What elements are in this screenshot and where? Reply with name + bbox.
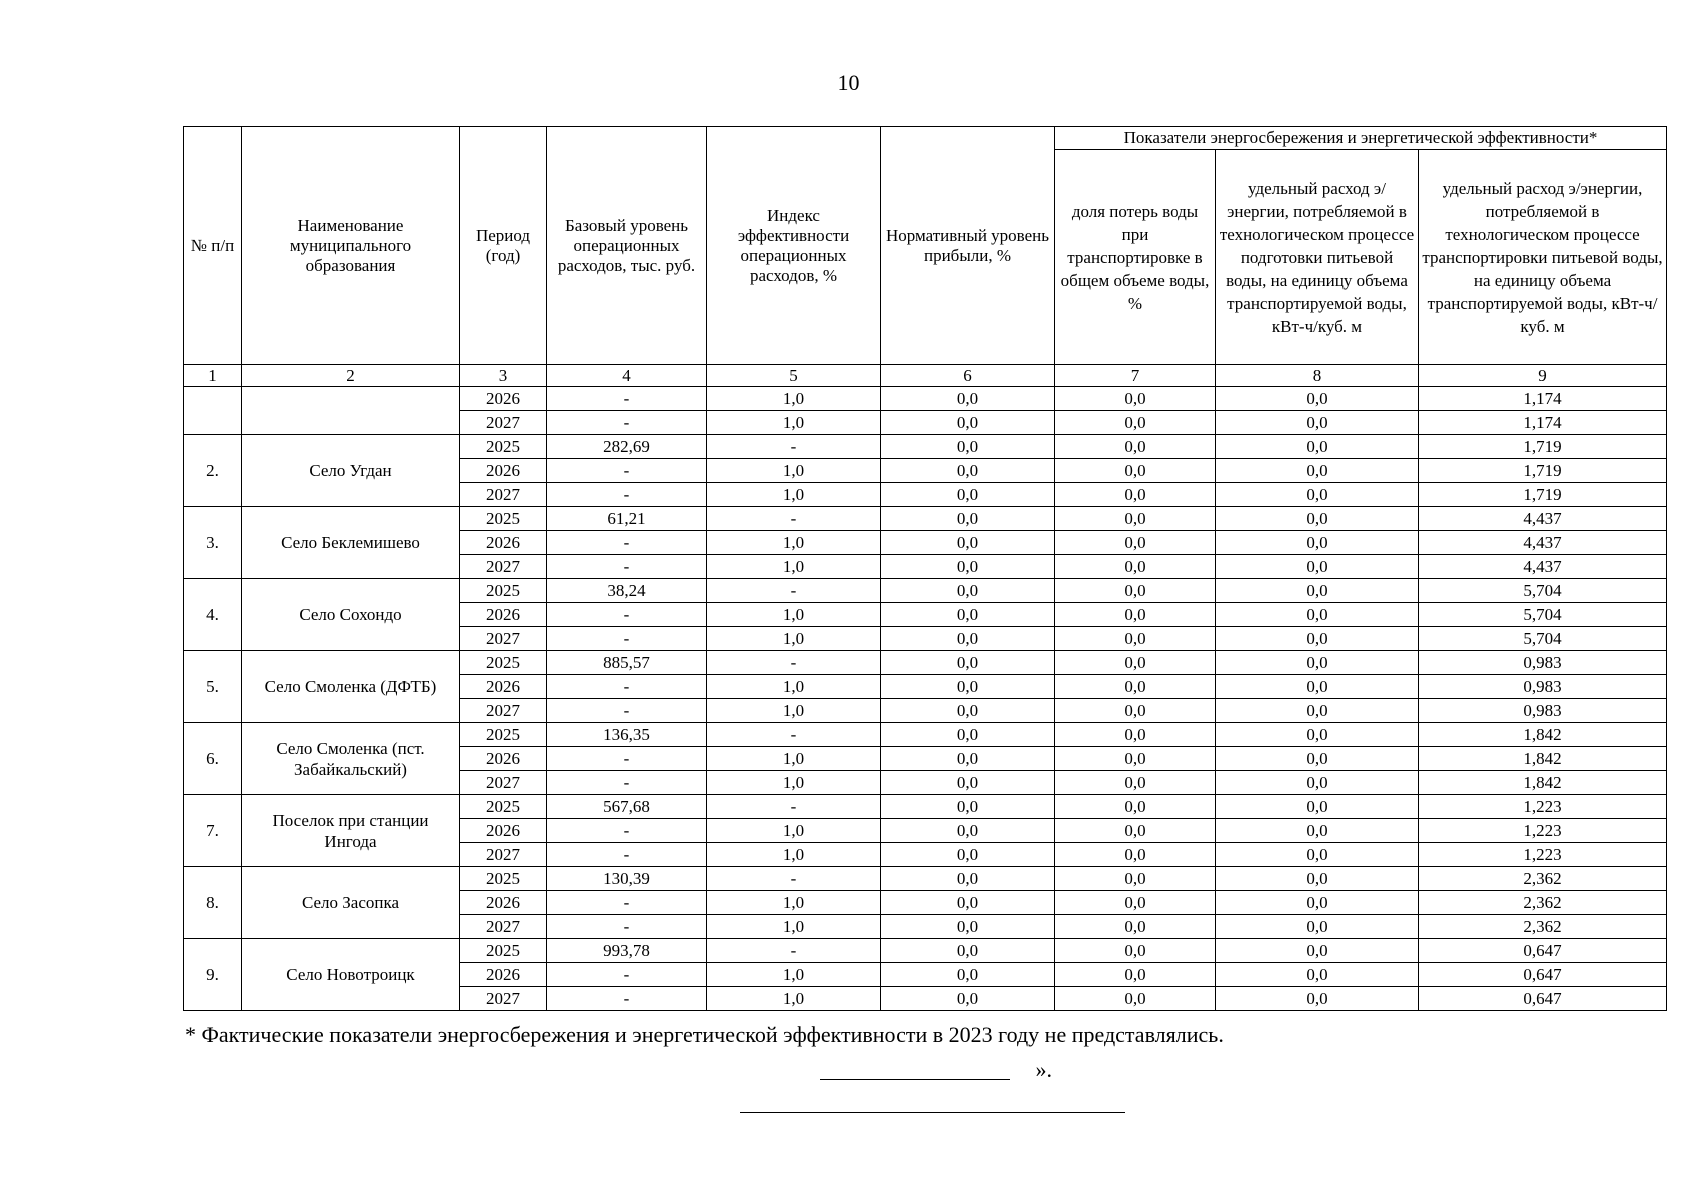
table-cell: 0,0 — [1216, 699, 1419, 723]
table-cell: 1,223 — [1419, 795, 1667, 819]
table-cell: 2026 — [460, 675, 547, 699]
column-number: 8 — [1216, 365, 1419, 387]
table-cell: 0,0 — [1216, 435, 1419, 459]
municipality-name: Село Угдан — [242, 435, 460, 507]
table-row — [184, 795, 1667, 819]
table-cell: 0,0 — [881, 579, 1055, 603]
table-cell: - — [547, 411, 707, 435]
table-cell: 0,0 — [1216, 459, 1419, 483]
table-cell: 0,0 — [881, 699, 1055, 723]
row-number: 2. — [184, 435, 242, 507]
row-number: 3. — [184, 507, 242, 579]
table-cell: 0,0 — [1055, 819, 1216, 843]
table-cell: 1,0 — [707, 843, 881, 867]
table-cell: 1,0 — [707, 699, 881, 723]
table-cell: 1,0 — [707, 987, 881, 1011]
table-body — [184, 387, 1667, 1011]
column-number: 5 — [707, 365, 881, 387]
table-cell: 2026 — [460, 387, 547, 411]
table-cell: 1,842 — [1419, 723, 1667, 747]
table-cell: - — [547, 603, 707, 627]
table-row — [184, 387, 1667, 411]
table-cell: 0,0 — [1055, 987, 1216, 1011]
table-cell: - — [547, 915, 707, 939]
table-cell: 0,0 — [1216, 627, 1419, 651]
table-cell: 0,0 — [1055, 939, 1216, 963]
table-cell: 1,719 — [1419, 459, 1667, 483]
closing-mark: ». — [1035, 1057, 1052, 1082]
header-efficiency-index: Индекс эффективности операционных расходов, % — [707, 127, 881, 365]
table-cell: 1,0 — [707, 891, 881, 915]
table-cell: 0,0 — [1216, 939, 1419, 963]
table-cell: 0,647 — [1419, 987, 1667, 1011]
table-cell: - — [547, 387, 707, 411]
table-cell: 1,174 — [1419, 411, 1667, 435]
table-cell: 0,0 — [1055, 747, 1216, 771]
end-separator-line — [740, 1112, 1125, 1113]
table-cell: 1,0 — [707, 747, 881, 771]
table-cell: 0,0 — [881, 651, 1055, 675]
table-cell: 2,362 — [1419, 915, 1667, 939]
table-cell: 0,0 — [1055, 843, 1216, 867]
table-cell: 0,0 — [1216, 963, 1419, 987]
table-cell: 0,0 — [881, 987, 1055, 1011]
table-cell: 1,0 — [707, 555, 881, 579]
table-row — [184, 435, 1667, 459]
table-cell: 0,0 — [1055, 411, 1216, 435]
table-cell: 1,174 — [1419, 387, 1667, 411]
header-energy-group: Показатели энергосбережения и энергетической эффективности* — [1055, 127, 1667, 150]
table-cell: 2025 — [460, 939, 547, 963]
table-cell: 0,983 — [1419, 651, 1667, 675]
table-cell: 2027 — [460, 483, 547, 507]
table-cell: 2027 — [460, 699, 547, 723]
municipality-name — [242, 387, 460, 435]
table-cell: 4,437 — [1419, 531, 1667, 555]
table-cell: 1,0 — [707, 459, 881, 483]
table-cell: 0,0 — [1216, 507, 1419, 531]
table-cell: - — [707, 507, 881, 531]
column-number: 9 — [1419, 365, 1667, 387]
table-cell: 567,68 — [547, 795, 707, 819]
table-cell: 0,0 — [1216, 843, 1419, 867]
row-number: 8. — [184, 867, 242, 939]
table-cell: 0,0 — [1055, 915, 1216, 939]
table-cell: 0,0 — [1216, 579, 1419, 603]
table-cell: 2025 — [460, 579, 547, 603]
table-cell: 1,719 — [1419, 483, 1667, 507]
table-cell: 5,704 — [1419, 579, 1667, 603]
header-water-loss: доля потерь воды при транспортировке в общем объеме воды, % — [1055, 150, 1216, 365]
table-cell: 0,0 — [1055, 483, 1216, 507]
table-cell: 2026 — [460, 459, 547, 483]
table-cell: 0,0 — [1055, 723, 1216, 747]
table-cell: 0,0 — [1055, 603, 1216, 627]
row-number: 7. — [184, 795, 242, 867]
table-cell: 0,0 — [881, 795, 1055, 819]
table-cell: - — [707, 939, 881, 963]
row-number: 4. — [184, 579, 242, 651]
municipality-name: Поселок при станции Ингода — [242, 795, 460, 867]
table-cell: 0,0 — [881, 771, 1055, 795]
table-cell: 2027 — [460, 915, 547, 939]
table-cell: 2026 — [460, 819, 547, 843]
table-cell: 1,0 — [707, 531, 881, 555]
table-cell: 0,0 — [1216, 555, 1419, 579]
table-cell: 1,842 — [1419, 771, 1667, 795]
header-base-expenses: Базовый уровень операционных расходов, тыс. руб. — [547, 127, 707, 365]
table-cell: 0,0 — [1216, 867, 1419, 891]
table-row — [184, 939, 1667, 963]
table-cell: 0,0 — [881, 531, 1055, 555]
table-cell: 2027 — [460, 411, 547, 435]
table-cell: 0,0 — [1055, 795, 1216, 819]
table-cell: 4,437 — [1419, 555, 1667, 579]
table-cell: - — [547, 987, 707, 1011]
table-cell: 1,0 — [707, 627, 881, 651]
table-cell: 2027 — [460, 987, 547, 1011]
table-cell: 1,842 — [1419, 747, 1667, 771]
table-cell: 2025 — [460, 651, 547, 675]
table-cell: 0,0 — [1055, 627, 1216, 651]
table-cell: 2027 — [460, 771, 547, 795]
table-cell: - — [707, 867, 881, 891]
table-cell: - — [547, 531, 707, 555]
table-cell: 0,0 — [1216, 771, 1419, 795]
table-cell: 2027 — [460, 843, 547, 867]
row-number: 6. — [184, 723, 242, 795]
table-cell: 0,0 — [881, 675, 1055, 699]
table-cell: 0,0 — [1216, 723, 1419, 747]
table-cell: - — [547, 459, 707, 483]
indicators-table — [183, 126, 1667, 1011]
table-cell: 0,0 — [881, 387, 1055, 411]
table-cell: 0,0 — [1055, 507, 1216, 531]
table-cell: 0,0 — [881, 627, 1055, 651]
table-cell: 2026 — [460, 963, 547, 987]
table-cell: 0,0 — [881, 867, 1055, 891]
table-cell: 0,0 — [1216, 603, 1419, 627]
table-cell: 0,0 — [1055, 699, 1216, 723]
closing-underline — [820, 1079, 1010, 1080]
table-cell: 0,0 — [881, 939, 1055, 963]
header-energy-transport: удельный расход э/энергии, потребляемой в технологическом процессе транспортировки питьевой воды, на единицу объема транспортируемой воды, кВт-ч/куб. м — [1419, 150, 1667, 365]
table-cell: 0,0 — [1216, 483, 1419, 507]
table-cell: 1,0 — [707, 483, 881, 507]
column-number: 6 — [881, 365, 1055, 387]
table-cell: - — [547, 891, 707, 915]
table-cell: 2025 — [460, 723, 547, 747]
row-number — [184, 387, 242, 435]
column-number: 7 — [1055, 365, 1216, 387]
table-row — [184, 507, 1667, 531]
table-cell: - — [547, 675, 707, 699]
table-cell: 0,0 — [881, 603, 1055, 627]
table-cell: - — [707, 795, 881, 819]
table-cell: 0,0 — [1055, 555, 1216, 579]
table-cell: 1,0 — [707, 819, 881, 843]
table-cell: 2025 — [460, 867, 547, 891]
municipality-name: Село Смоленка (ДФТБ) — [242, 651, 460, 723]
table-cell: 0,0 — [881, 747, 1055, 771]
table-cell: 0,0 — [881, 435, 1055, 459]
table-cell: 0,0 — [881, 915, 1055, 939]
table-cell: - — [547, 627, 707, 651]
table-cell: - — [547, 843, 707, 867]
table-cell: 1,0 — [707, 603, 881, 627]
table-cell: - — [547, 555, 707, 579]
table-cell: 1,0 — [707, 963, 881, 987]
table-cell: 38,24 — [547, 579, 707, 603]
table-cell: 0,0 — [881, 891, 1055, 915]
table-cell: 1,223 — [1419, 843, 1667, 867]
table-cell: - — [547, 963, 707, 987]
table-cell: 0,0 — [881, 555, 1055, 579]
table-cell: 0,0 — [881, 819, 1055, 843]
table-cell: 2,362 — [1419, 891, 1667, 915]
table-cell: 0,0 — [1055, 651, 1216, 675]
table-cell: 2026 — [460, 891, 547, 915]
table-cell: 136,35 — [547, 723, 707, 747]
table-cell: 0,983 — [1419, 699, 1667, 723]
table-cell: 0,0 — [881, 507, 1055, 531]
table-cell: 0,0 — [881, 963, 1055, 987]
header-num: № п/п — [184, 127, 242, 365]
table-cell: 61,21 — [547, 507, 707, 531]
column-number: 3 — [460, 365, 547, 387]
table-cell: - — [547, 747, 707, 771]
table-cell: 0,0 — [1216, 675, 1419, 699]
table-cell: - — [707, 579, 881, 603]
table-cell: 2027 — [460, 627, 547, 651]
table-cell: 0,0 — [1055, 435, 1216, 459]
table-cell: 2025 — [460, 507, 547, 531]
table-cell: 1,719 — [1419, 435, 1667, 459]
table-cell: 0,0 — [1055, 459, 1216, 483]
table-cell: 4,437 — [1419, 507, 1667, 531]
table-cell: 2026 — [460, 531, 547, 555]
table-cell: 0,0 — [1055, 579, 1216, 603]
table-cell: 993,78 — [547, 939, 707, 963]
table-cell: 282,69 — [547, 435, 707, 459]
table-row — [184, 867, 1667, 891]
table-cell: - — [707, 723, 881, 747]
table-cell: 1,0 — [707, 411, 881, 435]
table-cell: 0,0 — [881, 843, 1055, 867]
municipality-name: Село Новотроицк — [242, 939, 460, 1011]
table-cell: 2,362 — [1419, 867, 1667, 891]
table-cell: - — [547, 819, 707, 843]
table-cell: 0,0 — [1216, 915, 1419, 939]
table-cell: 0,0 — [881, 723, 1055, 747]
table-cell: 0,0 — [1216, 891, 1419, 915]
table-cell: - — [547, 771, 707, 795]
table-cell: 0,0 — [1055, 867, 1216, 891]
table-cell: 1,223 — [1419, 819, 1667, 843]
table-cell: 0,0 — [1055, 531, 1216, 555]
header-energy-preparation: удельный расход э/энергии, потребляемой в технологическом процессе подготовки питьевой воды, на единицу объема транспортируемой воды, кВт-ч/куб. м — [1216, 150, 1419, 365]
table-cell: 0,0 — [1216, 747, 1419, 771]
table-cell: 0,0 — [881, 483, 1055, 507]
table-row — [184, 723, 1667, 747]
header-period: Период (год) — [460, 127, 547, 365]
table-cell: 0,0 — [1055, 771, 1216, 795]
municipality-name: Село Сохондо — [242, 579, 460, 651]
table-cell: 1,0 — [707, 771, 881, 795]
table-cell: 0,0 — [881, 459, 1055, 483]
table-cell: 0,0 — [1216, 987, 1419, 1011]
table-cell: 0,0 — [1055, 675, 1216, 699]
table-cell: 885,57 — [547, 651, 707, 675]
table-cell: - — [707, 435, 881, 459]
table-cell: 2025 — [460, 435, 547, 459]
table-row — [184, 579, 1667, 603]
table-row — [184, 651, 1667, 675]
column-number: 2 — [242, 365, 460, 387]
table-cell: 0,0 — [1216, 651, 1419, 675]
table-cell: 0,0 — [1216, 387, 1419, 411]
table-cell: - — [707, 651, 881, 675]
municipality-name: Село Засопка — [242, 867, 460, 939]
table-cell: 0,0 — [1055, 963, 1216, 987]
table-cell: 1,0 — [707, 387, 881, 411]
row-number: 9. — [184, 939, 242, 1011]
footnote: * Фактические показатели энергосбережения и энергетической эффективности в 2023 году не представлялись. — [185, 1022, 1224, 1047]
table-cell: 5,704 — [1419, 627, 1667, 651]
page-number: 10 — [837, 70, 860, 95]
table-cell: 0,0 — [1216, 795, 1419, 819]
table-cell: 0,0 — [1055, 387, 1216, 411]
table-cell: 0,0 — [1055, 891, 1216, 915]
table-cell: 0,0 — [1216, 819, 1419, 843]
table-cell: 2026 — [460, 747, 547, 771]
table-cell: 1,0 — [707, 915, 881, 939]
column-number: 4 — [547, 365, 707, 387]
table-cell: 0,0 — [1216, 411, 1419, 435]
table-cell: - — [547, 483, 707, 507]
table-cell: 0,0 — [881, 411, 1055, 435]
municipality-name: Село Беклемишево — [242, 507, 460, 579]
table-cell: 0,647 — [1419, 963, 1667, 987]
header-municipality: Наименование муниципального образования — [242, 127, 460, 365]
table-cell: 2027 — [460, 555, 547, 579]
table-cell: 1,0 — [707, 675, 881, 699]
table-cell: 5,704 — [1419, 603, 1667, 627]
table-cell: 130,39 — [547, 867, 707, 891]
table-cell: 0,0 — [1216, 531, 1419, 555]
column-number: 1 — [184, 365, 242, 387]
table-cell: 2025 — [460, 795, 547, 819]
municipality-name: Село Смоленка (пст. Забайкальский) — [242, 723, 460, 795]
column-numbers-row — [184, 365, 1667, 387]
table-cell: 0,983 — [1419, 675, 1667, 699]
table-cell: - — [547, 699, 707, 723]
table-cell: 2026 — [460, 603, 547, 627]
header-normative-profit: Нормативный уровень прибыли, % — [881, 127, 1055, 365]
table-cell: 0,647 — [1419, 939, 1667, 963]
row-number: 5. — [184, 651, 242, 723]
